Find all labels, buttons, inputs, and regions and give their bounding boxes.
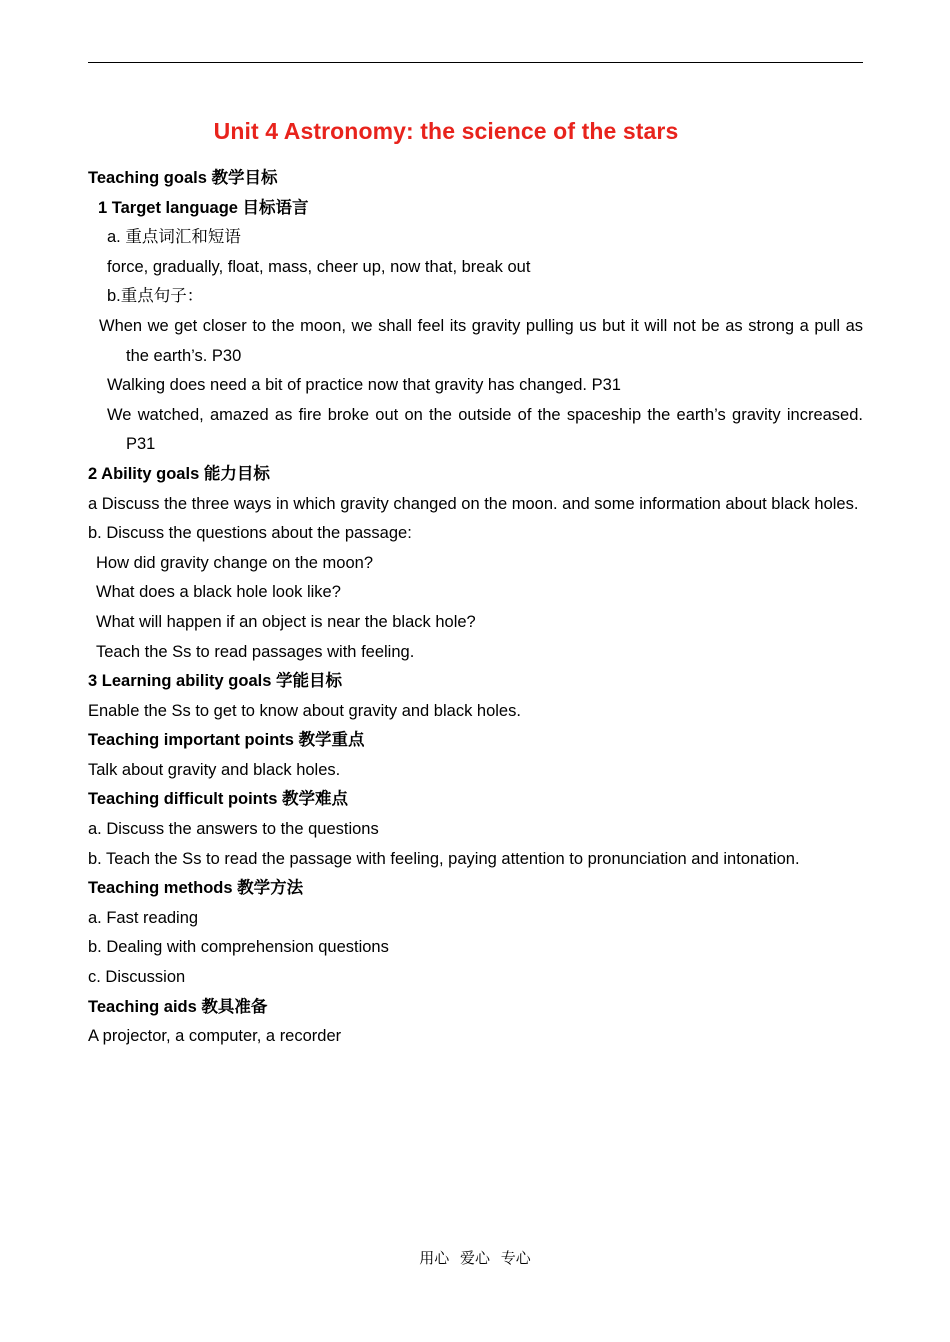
method-item: b. Dealing with comprehension questions	[88, 938, 389, 957]
heading-target-language: 1 Target language 目标语言	[98, 198, 309, 217]
vocab-heading: a. 重点词汇和短语	[107, 228, 241, 247]
key-sentence-3: We watched, amazed as fire broke out on the outside of the spaceship the earth’s gravity increased. P31	[107, 405, 863, 454]
heading-ability-goals: 2 Ability goals 能力目标	[88, 464, 270, 483]
page-footer: 用心 爱心 专心	[419, 1249, 531, 1267]
important-points-text: Talk about gravity and black holes.	[88, 760, 341, 779]
ability-item-b: b. Discuss the questions about the passage:	[88, 524, 412, 543]
ability-item-a: a Discuss the three ways in which gravity changed on the moon. and some information about black holes.	[88, 494, 859, 513]
key-sentence-1: When we get closer to the moon, we shall feel its gravity pulling us but it will not be as strong a pull as the earth’s. P30	[99, 316, 863, 365]
sentences-heading: b.重点句子：	[107, 287, 204, 306]
heading-teaching-goals: Teaching goals 教学目标	[88, 169, 278, 187]
question-item: What will happen if an object is near the black hole?	[96, 612, 476, 631]
learning-goals-text: Enable the Ss to get to know about gravity and black holes.	[88, 701, 521, 720]
question-item: What does a black hole look like?	[96, 583, 341, 602]
heading-important-points: Teaching important points 教学重点	[88, 731, 365, 750]
document-body	[88, 164, 863, 1052]
question-item: How did gravity change on the moon?	[96, 553, 374, 572]
method-item: a. Fast reading	[88, 908, 199, 927]
heading-teaching-methods: Teaching methods 教学方法	[88, 879, 304, 898]
heading-difficult-points: Teaching difficult points 教学难点	[88, 790, 349, 809]
header-rule	[88, 62, 863, 63]
page-title: Unit 4 Astronomy: the science of the stars	[213, 118, 679, 144]
key-sentence-2: Walking does need a bit of practice now that gravity has changed. P31	[107, 376, 621, 395]
question-item: Teach the Ss to read passages with feeling.	[96, 642, 415, 661]
heading-teaching-aids: Teaching aids 教具准备	[88, 997, 268, 1016]
vocab-list: force, gradually, float, mass, cheer up, now that, break out	[107, 257, 531, 276]
heading-learning-goals: 3 Learning ability goals 学能目标	[88, 672, 342, 691]
method-item: c. Discussion	[88, 968, 186, 987]
teaching-aids-text: A projector, a computer, a recorder	[88, 1027, 342, 1046]
difficult-item-a: a. Discuss the answers to the questions	[88, 820, 379, 839]
difficult-item-b: b. Teach the Ss to read the passage with feeling, paying attention to pronunciation and intonation.	[88, 849, 800, 868]
